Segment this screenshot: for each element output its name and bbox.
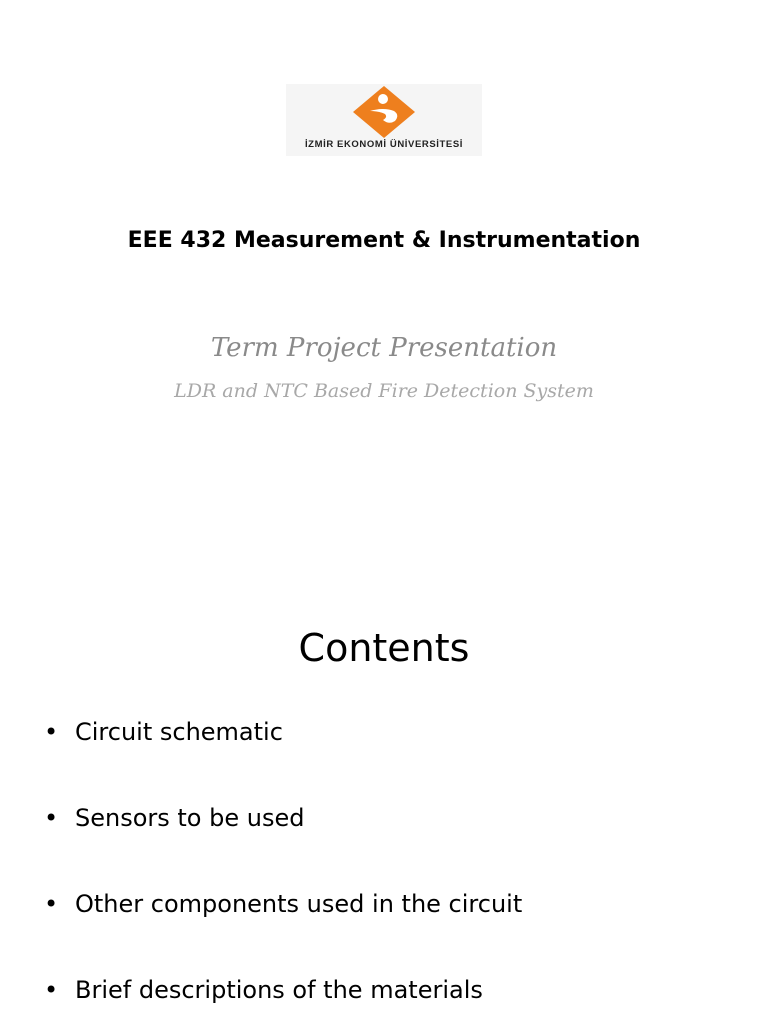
- list-item-text: Other components used in the circuit: [75, 890, 523, 918]
- course-title: EEE 432 Measurement & Instrumentation: [127, 228, 641, 253]
- university-name: İZMİR EKONOMİ ÜNİVERSİTESİ: [304, 139, 464, 150]
- bullet-icon: •: [44, 890, 59, 918]
- list-item-text: Circuit schematic: [75, 718, 283, 746]
- list-item: [0, 712, 768, 752]
- university-logo-mark-icon: [286, 84, 482, 140]
- list-item: [0, 884, 768, 924]
- list-item: [0, 970, 768, 1010]
- logo-dot-shape: [378, 94, 388, 104]
- bullet-icon: •: [44, 976, 59, 1004]
- project-title: LDR and NTC Based Fire Detection System: [174, 380, 594, 402]
- list-item-text: Sensors to be used: [75, 804, 305, 832]
- bullet-icon: •: [44, 718, 59, 746]
- list-item: [0, 798, 768, 838]
- list-item-text: Brief descriptions of the materials: [75, 976, 483, 1004]
- university-logo: [286, 84, 482, 156]
- bullet-icon: •: [44, 804, 59, 832]
- contents-heading: Contents: [298, 626, 470, 670]
- presentation-subtitle: Term Project Presentation: [210, 333, 558, 363]
